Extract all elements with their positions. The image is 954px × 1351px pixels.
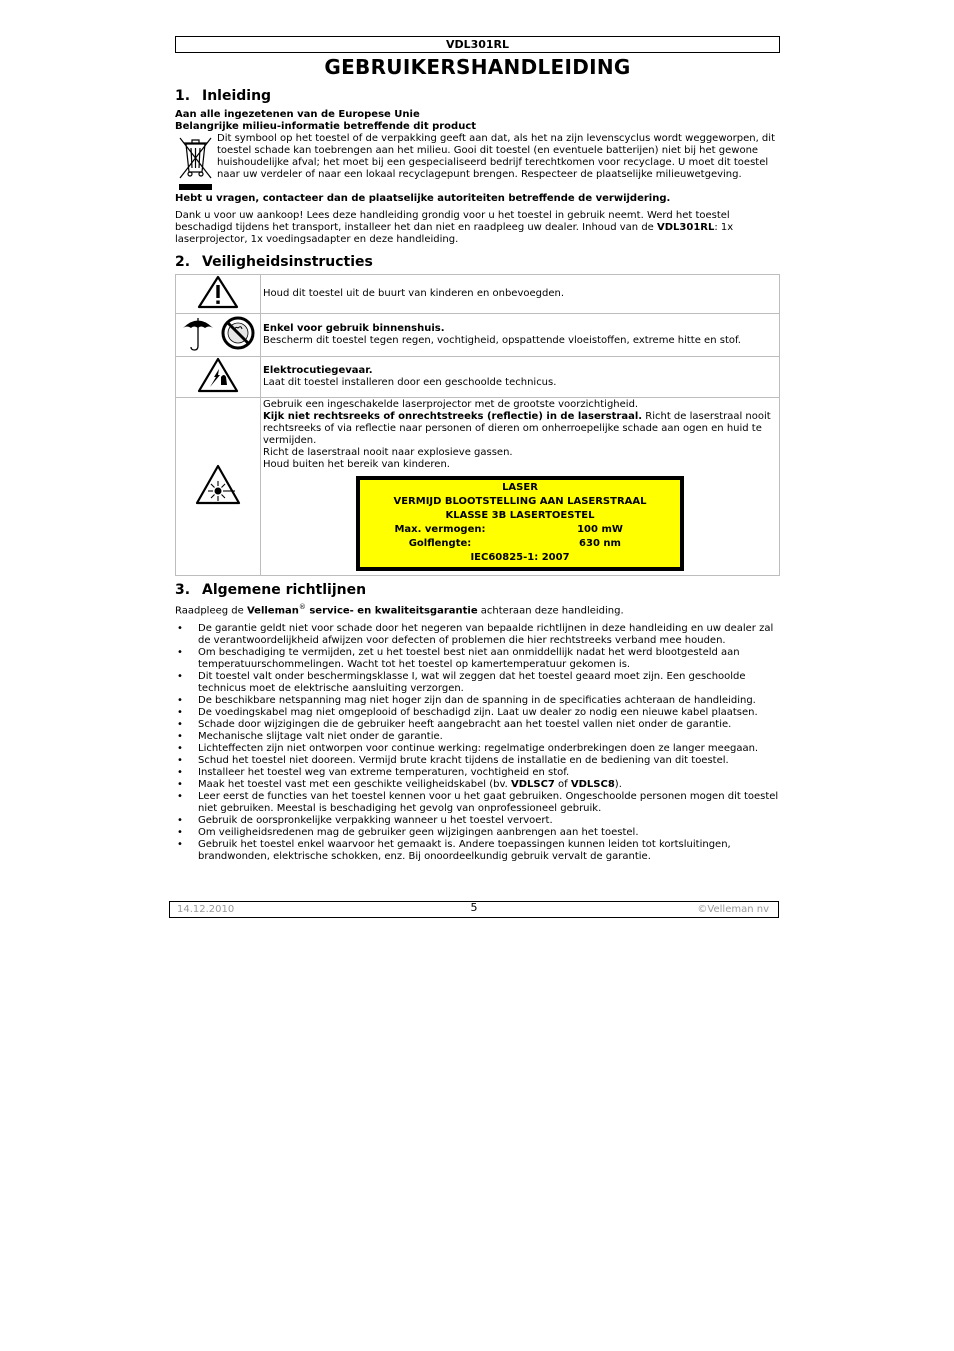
page-footer bbox=[169, 901, 779, 918]
umbrella-icon bbox=[179, 314, 257, 352]
footer-date: 14.12.2010 bbox=[177, 904, 235, 915]
list-item: • De beschikbare netspanning mag niet hoger zijn dan de spanning in de specificaties achteraan de handleiding. bbox=[175, 695, 780, 707]
safety-row-indoor bbox=[176, 314, 780, 357]
page-number: 5 bbox=[470, 901, 478, 914]
list-item: • Dit toestel valt onder beschermingsklasse I, wat wil zeggen dat het toestel geaard moet zijn. Een geschoolde technicus moet de elektrische aansluiting verzorgen. bbox=[175, 671, 780, 695]
list-item: • Schade door wijzigingen die de gebruiker heeft aangebracht aan het toestel vallen niet onder de garantie. bbox=[175, 719, 780, 731]
environment-block bbox=[175, 133, 780, 193]
safety-text-laser: Gebruik een ingeschakelde laserprojector met de grootste voorzichtigheid. Kijk niet rechtsreeks of onrechtstreeks (reflectie) in de laserstraal. Richt de laserstraal nooit rechtsreeks of via reflectie naar personen of dieren om onherroepelijke schade aan ogen en huid te vermijden. Richt de laserstraal nooit naar explosieve gassen. Houd buiten het bereik van kinderen. LASER VERMIJD BLOOTSTELLING AAN LASERSTRAAL KLASSE 3B LASERTOESTEL Max. vermogen: 100 mW Golflengte: 630 nm IEC60825-1: 2007 bbox=[261, 398, 780, 576]
list-item: • Om veiligheidsredenen mag de gebruiker geen wijzigingen aanbrengen aan het toestel. bbox=[175, 827, 780, 839]
thanks-paragraph: Dank u voor uw aankoop! Lees deze handleiding grondig voor u het toestel in gebruik neemt. Werd het toestel beschadigd tijdens het transport, installeer het dan niet en raadpleeg uw dealer. Inhoud van de VDL301RL: 1x laserprojector, 1x voedingsadapter en deze handleiding. bbox=[175, 210, 734, 245]
list-item: • Leer eerst de functies van het toestel kennen voor u het gaat gebruiken. Ongeschoolde personen mogen dit toestel niet gebruiken. Meestal is beschadiging het gevolg van onprofessioneel gebruik. bbox=[175, 791, 780, 815]
list-item: • De voedingskabel mag niet omgeplooid of beschadigd zijn. Laat uw dealer zo nodig een nieuwe kabel plaatsen. bbox=[175, 707, 780, 719]
list-item: • Schud het toestel niet dooreen. Vermijd brute kracht tijdens de installatie en de bediening van dit toestel. bbox=[175, 755, 780, 767]
list-item: • Mechanische slijtage valt niet onder de garantie. bbox=[175, 731, 780, 743]
footer-copyright: ©Velleman nv bbox=[697, 904, 769, 915]
guidelines-list bbox=[175, 623, 780, 863]
section-1-heading: 1. Inleiding bbox=[175, 88, 272, 104]
warning-triangle-icon bbox=[197, 275, 239, 309]
list-item: • Installeer het toestel weg van extreme temperaturen, vochtigheid en stof. bbox=[175, 767, 780, 779]
electric-hazard-icon bbox=[197, 357, 239, 393]
guarantee-intro: Raadpleeg de Velleman® service- en kwaliteitsgarantie achteraan deze handleiding. bbox=[175, 603, 624, 617]
page-title: GEBRUIKERSHANDLEIDING bbox=[324, 55, 631, 79]
max-power-row: Max. vermogen: 100 mW bbox=[394, 524, 623, 535]
safety-row-children bbox=[176, 275, 780, 314]
safety-row-laser bbox=[176, 398, 780, 576]
crossed-bin-icon bbox=[177, 134, 213, 192]
laser-class-label: LASER VERMIJD BLOOTSTELLING AAN LASERSTRAAL KLASSE 3B LASERTOESTEL Max. vermogen: 100 mW Golflengte: 630 nm IEC60825-1: 2007 bbox=[356, 476, 684, 571]
safety-row-electrocution bbox=[176, 357, 780, 398]
section-3-heading: 3. Algemene richtlijnen bbox=[175, 582, 367, 598]
safety-text-electrocution: Elektrocutiegevaar. Laat dit toestel installeren door een geschoolde technicus. bbox=[261, 357, 780, 398]
safety-text-indoor: Enkel voor gebruik binnenshuis. Bescherm dit toestel tegen regen, vochtigheid, opspattende vloeistoffen, extreme hitte en stof. bbox=[261, 314, 780, 357]
model-header: VDL301RL bbox=[175, 36, 780, 53]
safety-text-children: Houd dit toestel uit de buurt van kinderen en onbevoegden. bbox=[261, 275, 780, 314]
list-item: • Om beschadiging te vermijden, zet u het toestel best niet aan onmiddellijk nadat het werd blootgesteld aan temperatuurschommelingen. Wacht tot het toestel op kamertemperatuur gekomen is. bbox=[175, 647, 780, 671]
section-2-heading: 2. Veiligheidsinstructies bbox=[175, 254, 373, 270]
wavelength-row: Golflengte: 630 nm bbox=[408, 538, 621, 549]
list-item: • Gebruik het toestel enkel waarvoor het gemaakt is. Andere toepassingen kunnen leiden tot kortsluitingen, brandwonden, elektrische schokken, enz. Bij onoordeelkundig gebruik vervalt de garantie. bbox=[175, 839, 780, 863]
environment-text: Dit symbool op het toestel of de verpakking geeft aan dat, als het na zijn levenscyclus wordt weggeworpen, dit toestel schade kan toebrengen aan het milieu. Gooi dit toestel (en eventuele batterijen) niet bij het gewone huishoudelijke afval; het moet bij een gespecialiseerd bedrijf terechtkomen voor recyclage. U moet dit toestel naar uw verdeler of naar een lokaal recyclagepunt brengen. Respecteer de plaatselijke milieuwetgeving. bbox=[217, 133, 775, 180]
manual-page bbox=[175, 36, 780, 863]
no-water-icon bbox=[223, 318, 253, 348]
list-item: • Lichteffecten zijn niet ontworpen voor continue werking: regelmatige onderbrekingen doen ze langer meegaan. bbox=[175, 743, 780, 755]
list-item: • De garantie geldt niet voor schade door het negeren van bepaalde richtlijnen in deze handleiding en uw dealer zal de verantwoordelijkheid afwijzen voor defecten of problemen die hier rechtstreeks verband mee houden. bbox=[175, 623, 780, 647]
list-item: • Maak het toestel vast met een geschikte veiligheidskabel (bv. VDLSC7 of VDLSC8). bbox=[175, 779, 780, 791]
eu-line-1: Aan alle ingezetenen van de Europese Unie bbox=[175, 109, 420, 120]
eu-line-2: Belangrijke milieu-informatie betreffende dit product bbox=[175, 121, 477, 132]
list-item: • Gebruik de oorspronkelijke verpakking wanneer u het toestel vervoert. bbox=[175, 815, 780, 827]
questions-line: Hebt u vragen, contacteer dan de plaatselijke autoriteiten betreffende de verwijdering. bbox=[175, 193, 671, 204]
laser-warning-icon bbox=[195, 464, 241, 506]
safety-table bbox=[175, 274, 780, 576]
